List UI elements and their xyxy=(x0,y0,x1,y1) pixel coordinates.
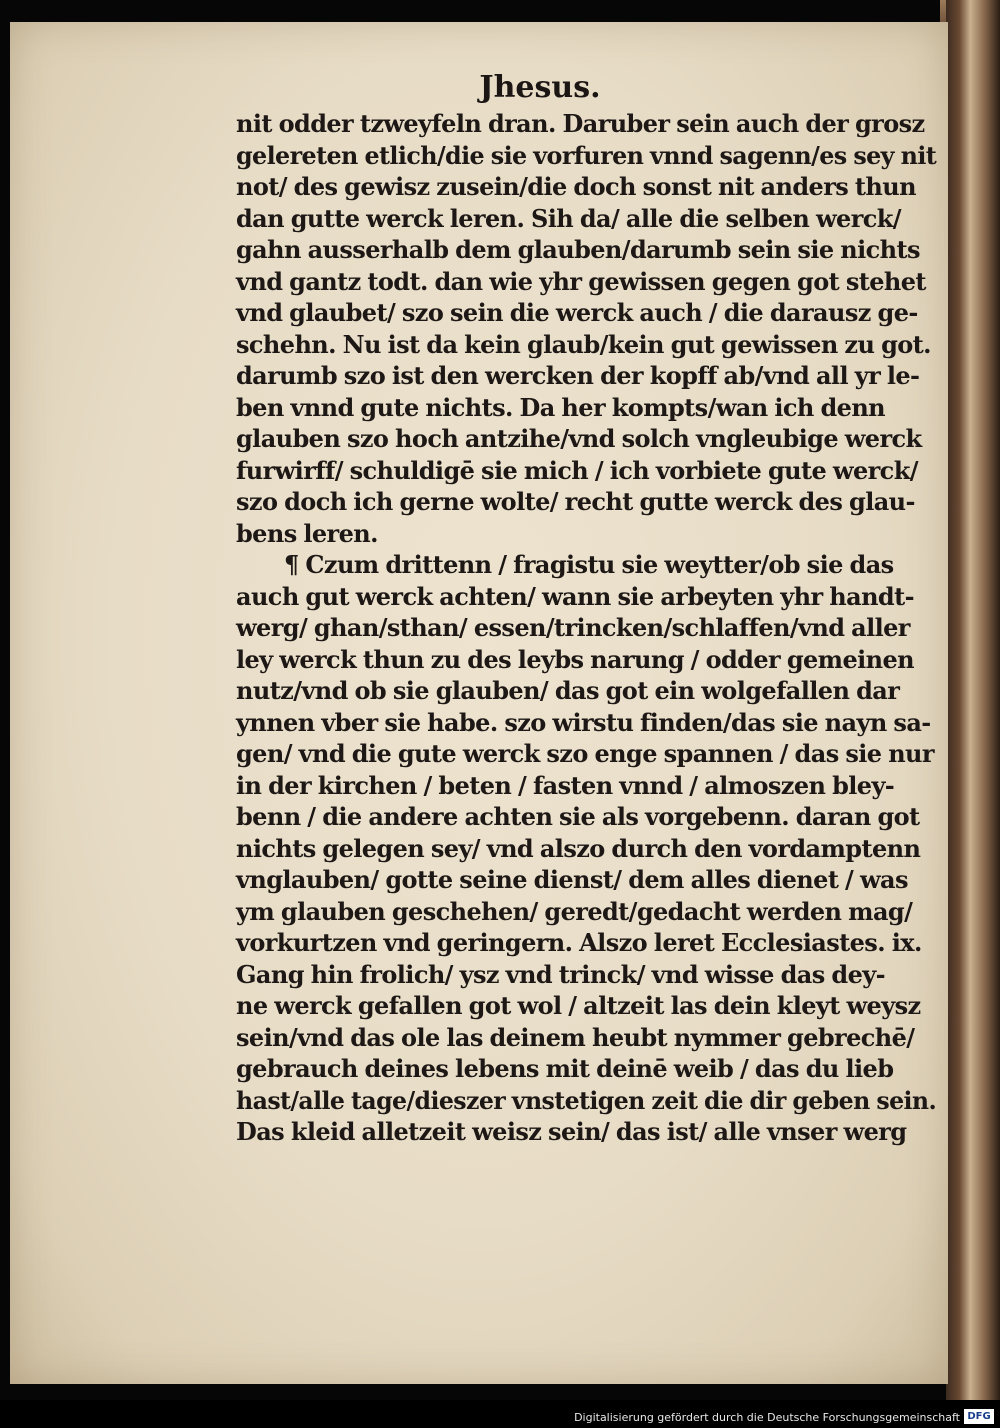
text-line: auch gut werck achten/ wann sie arbeyten yhr handt- xyxy=(236,581,914,611)
text-line: benn / die andere achten sie als vorgebenn. daran got xyxy=(236,802,920,831)
funding-notice: Digitalisierung gefördert durch die Deutsche Forschungsgemeinschaft xyxy=(574,1411,960,1424)
text-line: ben vnnd gute nichts. Da her kompts/wan ich denn xyxy=(236,392,886,422)
text-line: gelereten etlich/die sie vorfuren vnnd sagenn/es sey nit xyxy=(236,140,937,170)
text-line: in der kirchen / beten / fasten vnnd / almoszen bley- xyxy=(236,770,895,800)
dfg-logo: DFG xyxy=(964,1409,994,1424)
text-line: ne werck gefallen got wol / altzeit las dein kleyt weysz xyxy=(236,991,921,1020)
text-line: gebrauch deines lebens mit deinē weib / das du lieb xyxy=(236,1054,894,1083)
text-line: schehn. Nu ist da kein glaub/kein gut gewissen zu got. xyxy=(236,329,931,359)
text-line: dan gutte werck leren. Sih da/ alle die selben werck/ xyxy=(236,203,901,233)
text-line: vnglauben/ gotte seine dienst/ dem alles dienet / was xyxy=(236,865,908,894)
body-text xyxy=(236,108,936,1148)
text-line: gen/ vnd die gute werck szo enge spannen / das sie nur xyxy=(236,739,934,768)
text-line: Gang hin frolich/ ysz vnd trinck/ vnd wisse das dey- xyxy=(236,959,885,989)
text-line: vnd glaubet/ szo sein die werck auch / die darausz ge- xyxy=(236,298,918,327)
paragraph-start-line: ¶ Czum drittenn / fragistu sie weytter/ob sie das xyxy=(284,550,894,579)
text-line: ynnen vber sie habe. szo wirstu finden/das sie nayn sa- xyxy=(236,707,931,737)
text-line: ley werck thun zu des leybs narung / odder gemeinen xyxy=(236,644,915,674)
text-line: szo doch ich gerne wolte/ recht gutte werck des glau- xyxy=(236,487,915,516)
text-line: gahn ausserhalb dem glauben/darumb sein sie nichts xyxy=(236,235,920,264)
text-line: nutz/vnd ob sie glauben/ das got ein wolgefallen dar xyxy=(236,676,900,705)
text-line: hast/alle tage/dieszer vnstetigen zeit die dir geben sein. xyxy=(236,1085,937,1115)
text-line: Das kleid alletzeit weisz sein/ das ist/ alle vnser werg xyxy=(236,1117,907,1146)
text-line: sein/vnd das ole las deinem heubt nymmer gebrechē/ xyxy=(236,1022,915,1052)
text-line: nichts gelegen sey/ vnd alszo durch den vordamptenn xyxy=(236,833,921,863)
text-line: vnd gantz todt. dan wie yhr gewissen gegen got stehet xyxy=(236,266,926,296)
text-line: glauben szo hoch antzihe/vnd solch vngleubige werck xyxy=(236,424,922,453)
text-line: nit odder tzweyfeln dran. Daruber sein auch der grosz xyxy=(236,109,925,138)
text-line: bens leren. xyxy=(236,518,378,548)
text-line: ym glauben geschehen/ geredt/gedacht werden mag/ xyxy=(236,896,913,926)
text-line: furwirff/ schuldigē sie mich / ich vorbiete gute werck/ xyxy=(236,455,918,485)
text-line: vorkurtzen vnd geringern. Alszo leret Ecclesiastes. ix. xyxy=(236,928,922,957)
book-edge xyxy=(946,0,1000,1400)
running-head: Jhesus. xyxy=(479,70,601,105)
text-line: not/ des gewisz zusein/die doch sonst nit anders thun xyxy=(236,172,916,201)
text-line: darumb szo ist den wercken der kopff ab/vnd all yr le- xyxy=(236,361,920,390)
text-line: werg/ ghan/sthan/ essen/trincken/schlaffen/vnd aller xyxy=(236,613,910,642)
